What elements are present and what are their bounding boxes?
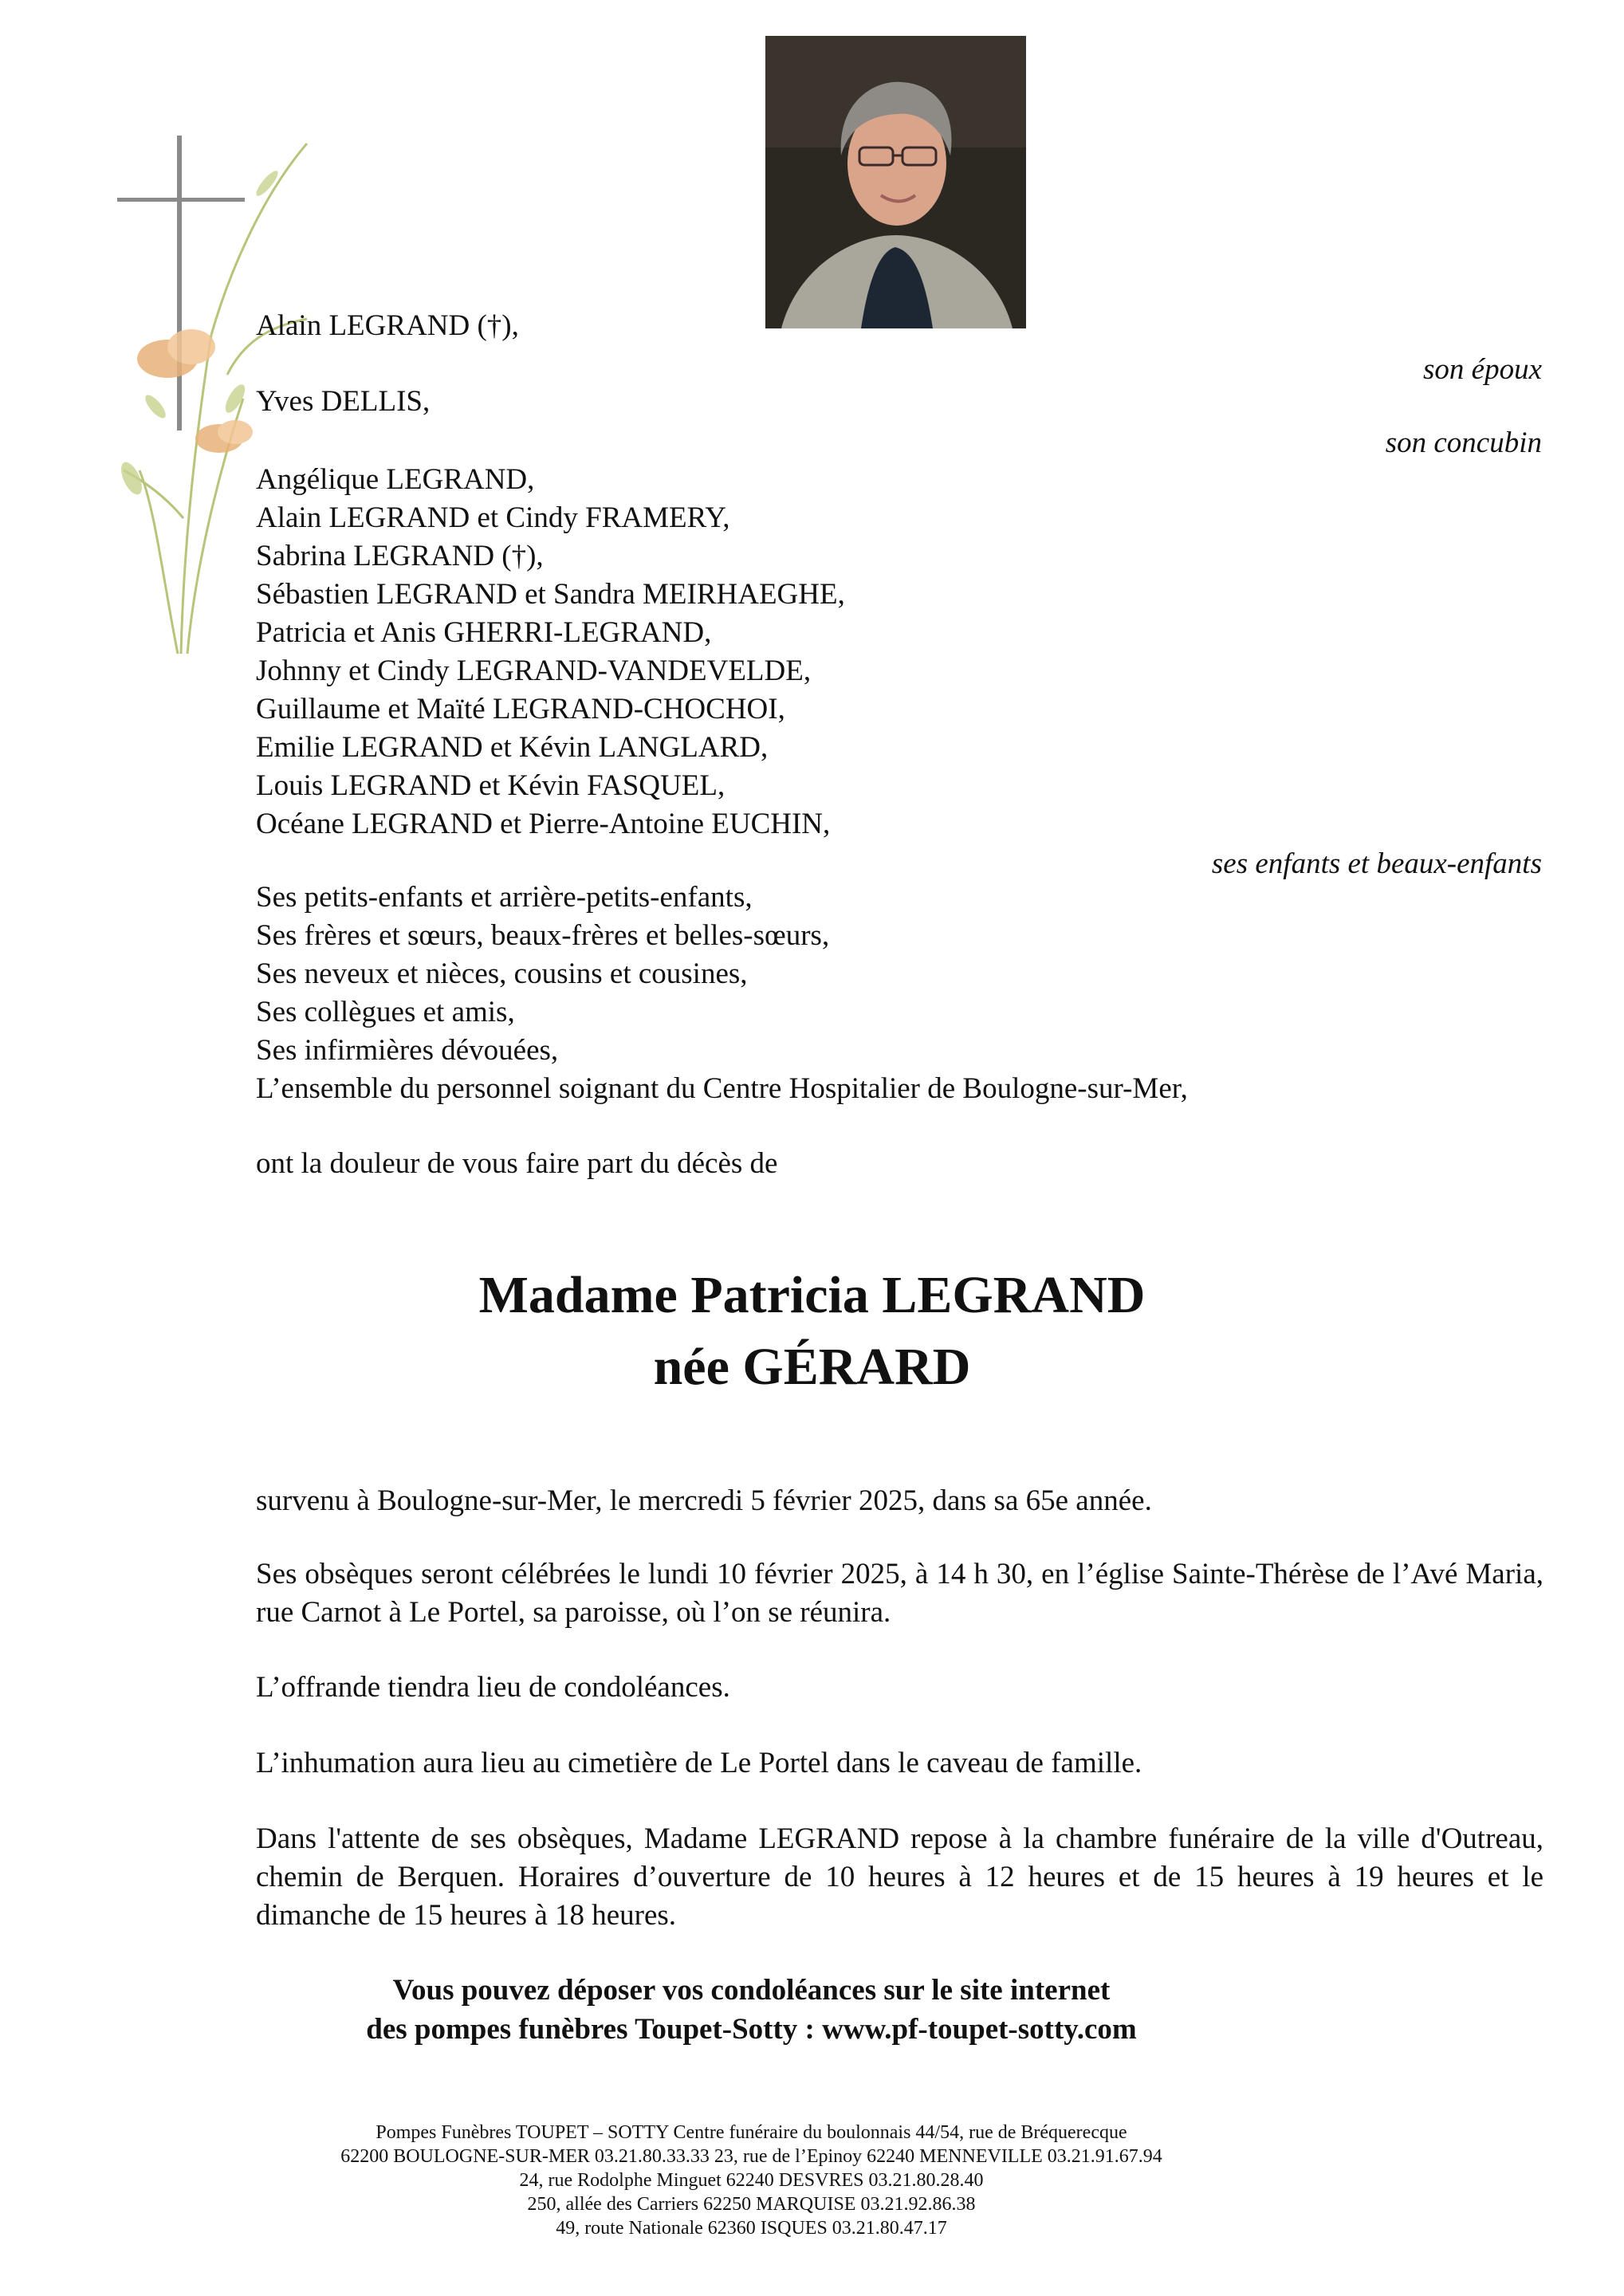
child-line: Emilie LEGRAND et Kévin LANGLARD, xyxy=(256,731,769,764)
footer-line: 250, allée des Carriers 62250 MARQUISE 03.21.92.86.38 xyxy=(527,2194,976,2215)
child-line: Sabrina LEGRAND (†), xyxy=(256,540,544,572)
footer-line: 62200 BOULOGNE-SUR-MER 03.21.80.33.33 23, rue de l’Epinoy 62240 MENNEVILLE 03.21.91.67.94 xyxy=(340,2146,1162,2167)
deceased-name: Madame Patricia LEGRAND xyxy=(478,1266,1146,1324)
funeral-paragraph: Ses obsèques seront célébrées le lundi 10 février 2025, à 14 h 30, en l’église Sainte-Thérèse de l’Avé Maria, rue Carnot à Le Portel, sa paroisse, où l’on se réunira. xyxy=(256,1558,1543,1629)
visitation-paragraph: Dans l'attente de ses obsèques, Madame LEGRAND repose à la chambre funéraire de la ville d'Outreau, chemin de Berquen. Horaires d’ouverture de 10 heures à 12 heures et de 15 heures à 19 heures et le dimanche de 15 heures à 18 heures. xyxy=(256,1822,1543,1932)
family-line-partner: Yves DELLIS, xyxy=(256,385,431,418)
deceased-maiden-name: née GÉRARD xyxy=(653,1338,971,1396)
role-spouse: son époux xyxy=(1423,353,1542,386)
relative-line: Ses collègues et amis, xyxy=(256,996,515,1028)
role-partner: son concubin xyxy=(1385,427,1542,459)
child-line: Océane LEGRAND et Pierre-Antoine EUCHIN, xyxy=(256,808,831,840)
death-details-paragraph: survenu à Boulogne-sur-Mer, le mercredi 5 février 2025, dans sa 65e année. xyxy=(256,1484,1152,1517)
relative-line: Ses petits-enfants et arrière-petits-enfants, xyxy=(256,881,753,914)
portrait-image xyxy=(765,36,1026,328)
cross-icon xyxy=(117,136,245,431)
child-line: Alain LEGRAND et Cindy FRAMERY, xyxy=(256,501,730,534)
child-line: Louis LEGRAND et Kévin FASQUEL, xyxy=(256,769,725,802)
child-line: Johnny et Cindy LEGRAND-VANDEVELDE, xyxy=(256,655,812,687)
footer-line: 24, rue Rodolphe Minguet 62240 DESVRES 03.21.80.28.40 xyxy=(519,2170,984,2191)
offering-paragraph: L’offrande tiendra lieu de condoléances. xyxy=(256,1671,730,1704)
child-line: Patricia et Anis GHERRI-LEGRAND, xyxy=(256,616,712,649)
footer-line: Pompes Funèbres TOUPET – SOTTY Centre funéraire du boulonnais 44/54, rue de Bréquerecque xyxy=(376,2122,1127,2143)
condolences-website-line: des pompes funèbres Toupet-Sotty : www.pf-toupet-sotty.com xyxy=(366,2013,1137,2046)
child-line: Angélique LEGRAND, xyxy=(256,463,535,496)
role-children: ses enfants et beaux-enfants xyxy=(1211,847,1542,880)
family-line-spouse: Alain LEGRAND (†), xyxy=(256,309,519,342)
child-line: Guillaume et Maïté LEGRAND-CHOCHOI, xyxy=(256,693,785,725)
portrait-photo xyxy=(765,36,1026,328)
relative-line: L’ensemble du personnel soignant du Centre Hospitalier de Boulogne-sur-Mer, xyxy=(256,1072,1188,1105)
relative-line: Ses frères et sœurs, beaux-frères et belles-sœurs, xyxy=(256,919,830,952)
announcement-line: ont la douleur de vous faire part du décès de xyxy=(256,1147,778,1180)
relative-line: Ses neveux et nièces, cousins et cousines, xyxy=(256,957,748,990)
relative-line: Ses infirmières dévouées, xyxy=(256,1034,559,1067)
child-line: Sébastien LEGRAND et Sandra MEIRHAEGHE, xyxy=(256,578,845,611)
burial-paragraph: L’inhumation aura lieu au cimetière de Le Portel dans le caveau de famille. xyxy=(256,1747,1142,1779)
condolences-line: Vous pouvez déposer vos condoléances sur le site internet xyxy=(392,1974,1111,2007)
footer-line: 49, route Nationale 62360 ISQUES 03.21.80.47.17 xyxy=(556,2218,947,2239)
